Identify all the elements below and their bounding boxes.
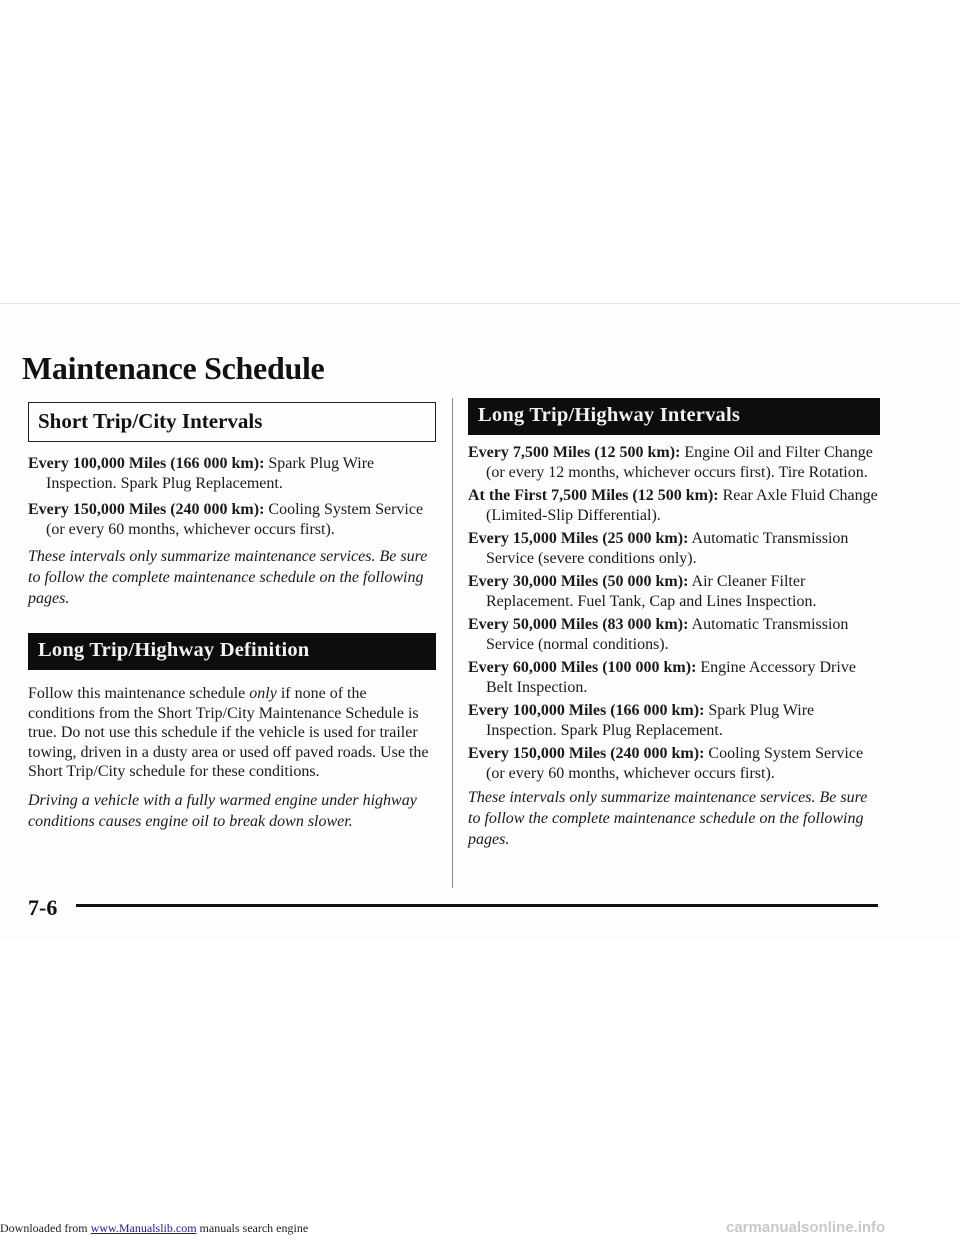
- download-banner: [0, 1221, 308, 1236]
- interval-text: Automatic Transmission Service (severe conditions only).: [486, 530, 849, 567]
- right-column: [468, 398, 880, 850]
- interval-label: Every 150,000 Miles (240 000 km):: [28, 501, 265, 518]
- definition-text-b: if none of the conditions from the Short Trip/City Maintenance Schedule is true. Do not use this schedule if the vehicle is used for trailer towing, driven in a dusty area or used off paved roads. Use the Short Trip/City schedule for these conditions.: [28, 685, 429, 780]
- long-interval-entry: [468, 572, 880, 612]
- long-interval-entry: [468, 744, 880, 784]
- interval-label: Every 100,000 Miles (166 000 km):: [28, 455, 265, 472]
- interval-label: Every 50,000 Miles (83 000 km):: [468, 616, 689, 633]
- banner-suffix: manuals search engine: [196, 1221, 309, 1235]
- definition-text-a: Follow this maintenance schedule: [28, 685, 250, 702]
- definition-heading: Long Trip/Highway Definition: [28, 633, 436, 670]
- footer-rule: [76, 904, 878, 907]
- interval-text: Cooling System Service (or every 60 months, whichever occurs first).: [46, 501, 424, 538]
- interval-text: Cooling System Service (or every 60 months, whichever occurs first).: [486, 745, 864, 782]
- long-interval-entry: [468, 486, 880, 526]
- long-trip-note: These intervals only summarize maintenance services. Be sure to follow the complete maintenance schedule on the following pages.: [468, 789, 868, 848]
- long-interval-entry: [468, 658, 880, 698]
- interval-label: Every 30,000 Miles (50 000 km):: [468, 573, 689, 590]
- short-interval-entry: [28, 500, 436, 540]
- definition-paragraph: [28, 684, 436, 782]
- definition-emphasis: only: [249, 685, 277, 702]
- interval-text: Engine Oil and Filter Change (or every 12 months, whichever occurs first). Tire Rotation.: [486, 444, 873, 481]
- interval-text: Rear Axle Fluid Change (Limited-Slip Differential).: [486, 487, 878, 524]
- long-interval-entry: [468, 529, 880, 569]
- interval-label: Every 60,000 Miles (100 000 km):: [468, 659, 697, 676]
- left-column: [28, 402, 436, 832]
- manualslib-link[interactable]: www.Manualslib.com: [90, 1221, 197, 1235]
- interval-label: At the First 7,500 Miles (12 500 km):: [468, 487, 719, 504]
- long-interval-entry: [468, 443, 880, 483]
- definition-note: Driving a vehicle with a fully warmed engine under highway conditions causes engine oil to break down slower.: [28, 791, 417, 830]
- page-number: 7-6: [28, 895, 58, 920]
- long-interval-entry: [468, 615, 880, 655]
- interval-text: Spark Plug Wire Inspection. Spark Plug Replacement.: [486, 702, 815, 739]
- interval-text: Engine Accessory Drive Belt Inspection.: [486, 659, 856, 696]
- banner-prefix: Downloaded from: [0, 1221, 91, 1235]
- long-interval-entry: [468, 701, 880, 741]
- interval-label: Every 100,000 Miles (166 000 km):: [468, 702, 705, 719]
- long-trip-heading: Long Trip/Highway Intervals: [468, 398, 880, 435]
- interval-text: Spark Plug Wire Inspection. Spark Plug Replacement.: [46, 455, 375, 492]
- short-trip-note: These intervals only summarize maintenance services. Be sure to follow the complete maintenance schedule on the following pages.: [28, 548, 428, 607]
- column-divider: [452, 398, 453, 888]
- interval-text: Air Cleaner Filter Replacement. Fuel Tank, Cap and Lines Inspection.: [486, 573, 817, 610]
- interval-label: Every 15,000 Miles (25 000 km):: [468, 530, 689, 547]
- short-trip-heading: Short Trip/City Intervals: [28, 402, 436, 442]
- short-interval-entry: [28, 454, 436, 494]
- watermark-text: carmanualsonline.info: [726, 1219, 886, 1236]
- interval-label: Every 150,000 Miles (240 000 km):: [468, 745, 705, 762]
- page-title: Maintenance Schedule: [22, 350, 325, 386]
- interval-text: Automatic Transmission Service (normal conditions).: [486, 616, 849, 653]
- interval-label: Every 7,500 Miles (12 500 km):: [468, 444, 681, 461]
